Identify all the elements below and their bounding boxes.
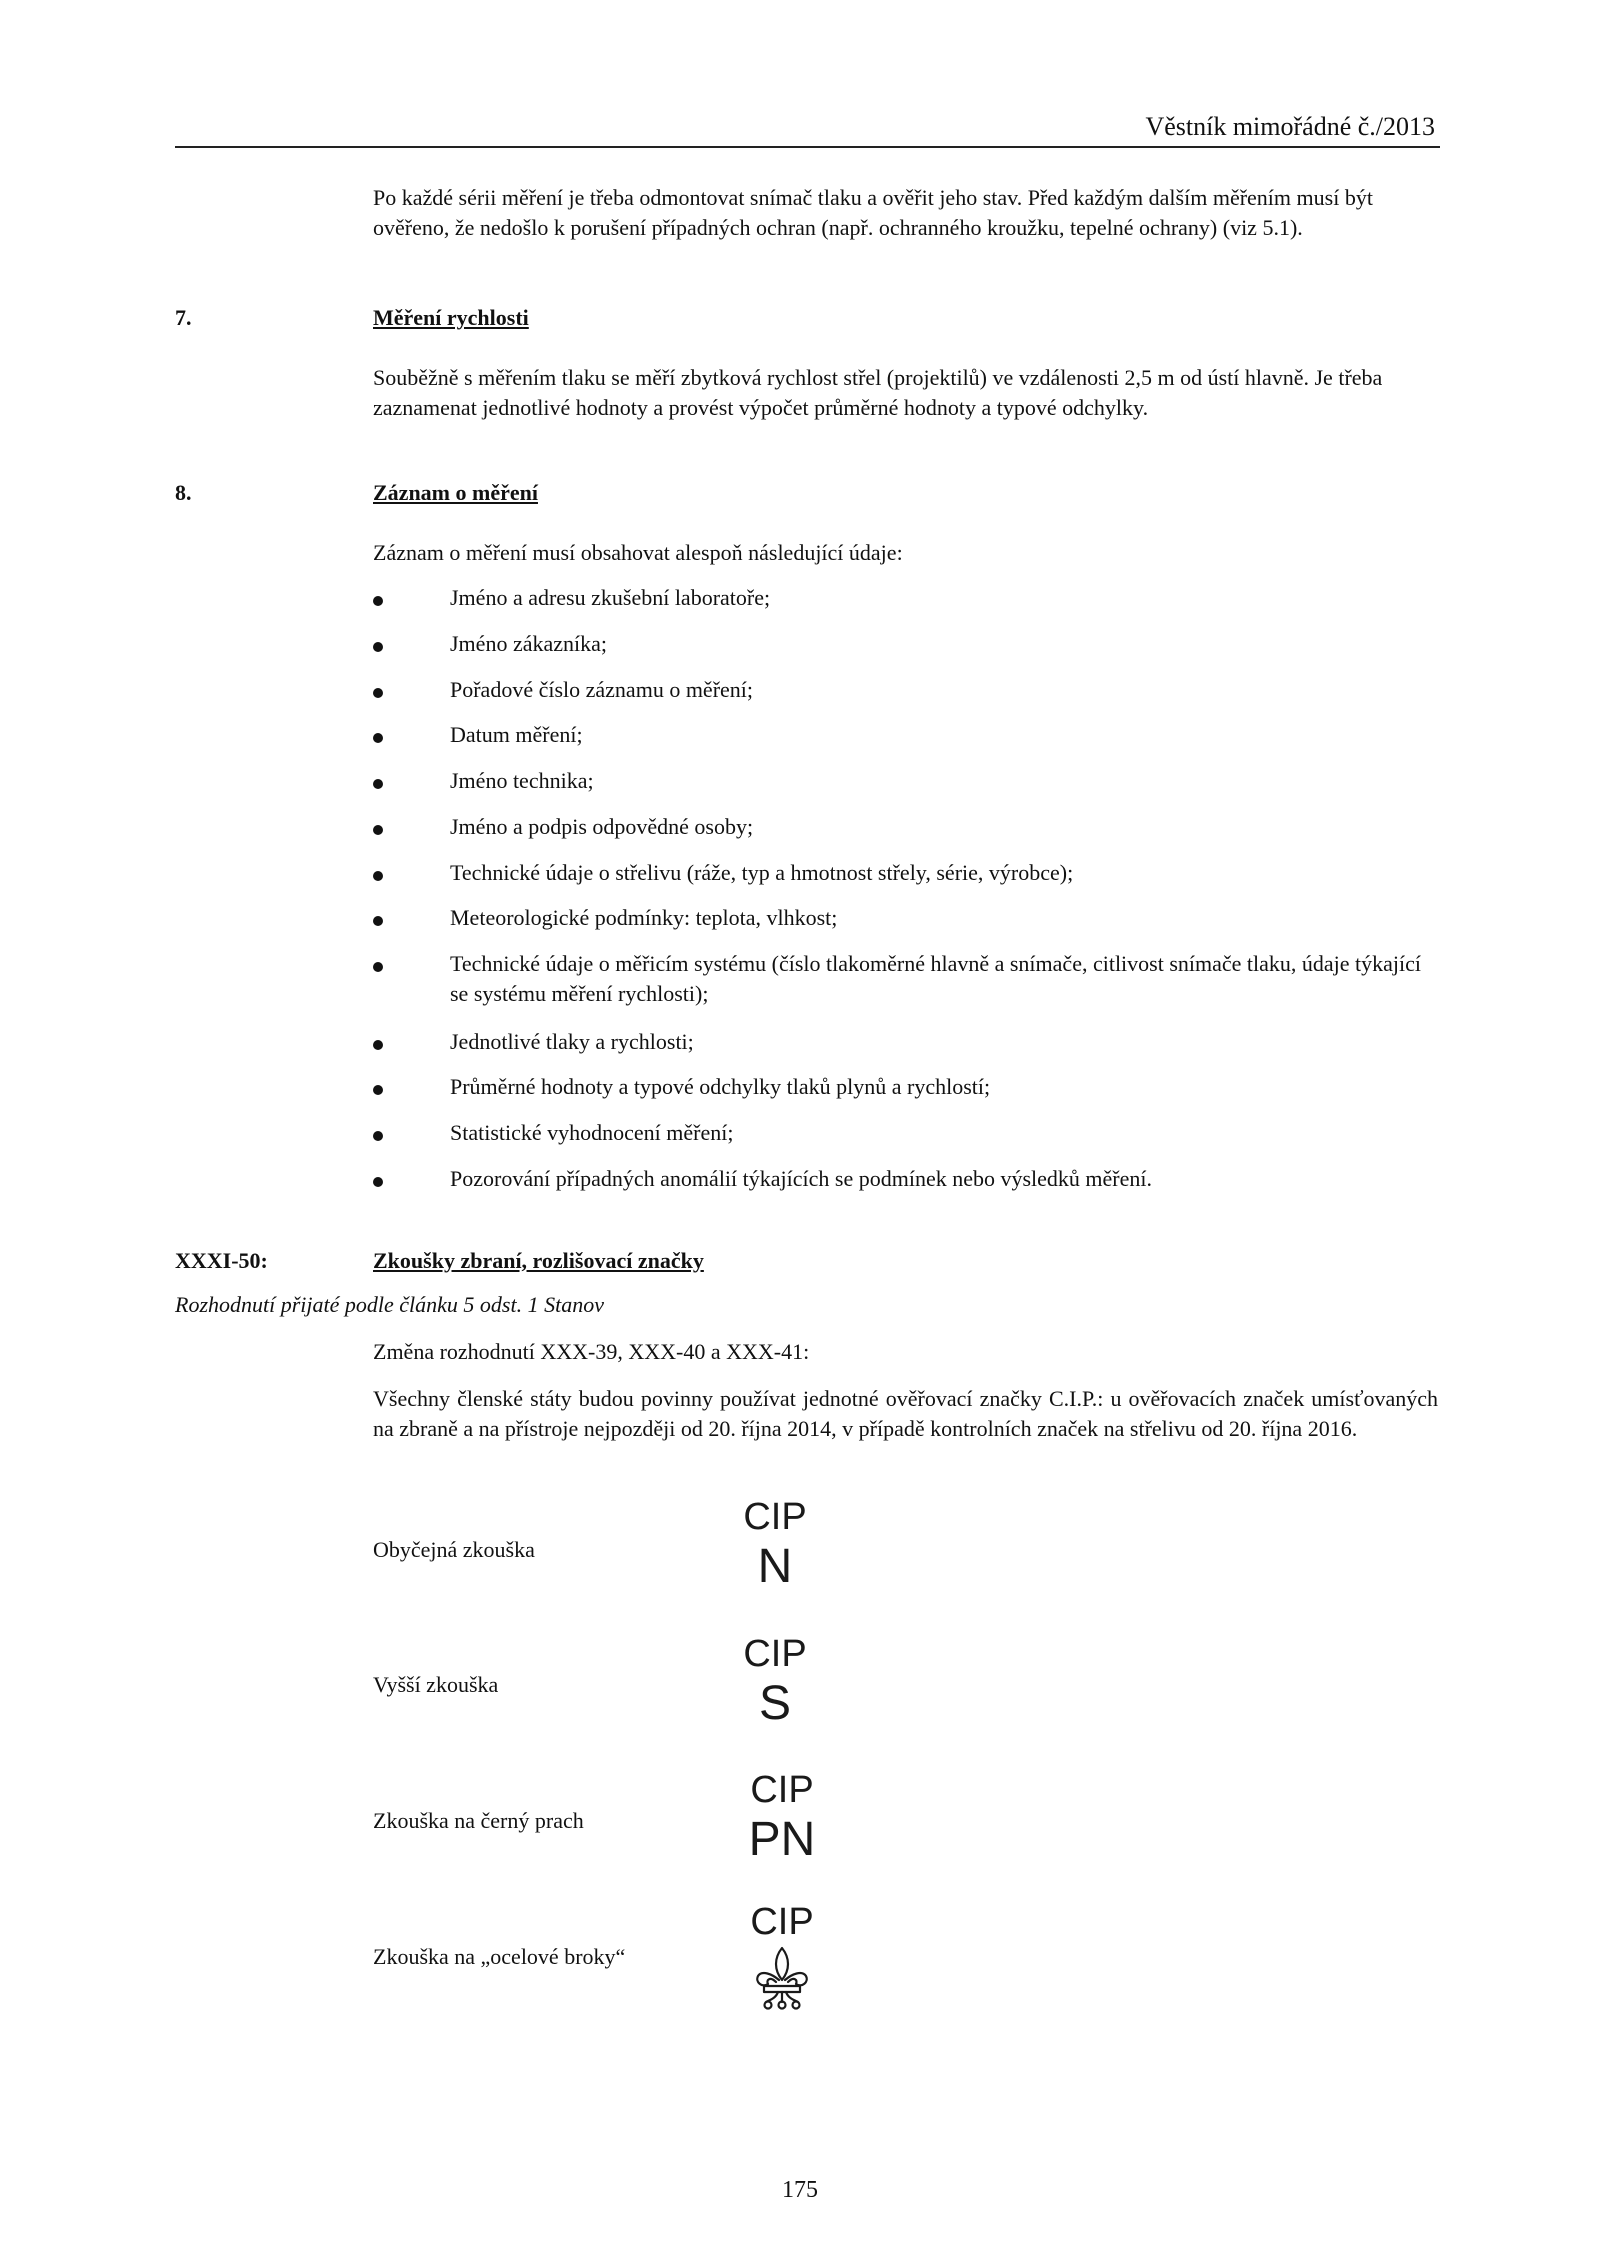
bullet-icon — [373, 596, 383, 606]
mark-label-superior: Vyšší zkouška — [373, 1672, 499, 1697]
list-item: Jméno a podpis odpovědné osoby; — [450, 814, 754, 839]
list-item: Datum měření; — [450, 722, 583, 747]
list-item: Jméno technika; — [450, 768, 594, 793]
list-item: Technické údaje o měřicím systému (číslo tlakoměrné hlavně a snímače, citlivost snímače tlaku, údaje týkající se systému měření rychlosti); — [450, 951, 1422, 1006]
journal-title: Věstník mimořádné č./2013 — [1145, 112, 1435, 141]
list-item: Jméno zákazníka; — [450, 631, 607, 656]
section-xxxi50-number: XXXI-50: — [175, 1248, 268, 1273]
cip-mark-pn — [722, 1768, 842, 1868]
list-item: Pořadové číslo záznamu o měření; — [450, 677, 754, 702]
bullet-icon — [373, 871, 383, 881]
section-7-title: Měření rychlosti — [373, 305, 529, 330]
mark-label-ordinary: Obyčejná zkouška — [373, 1537, 535, 1562]
list-item: Jméno a adresu zkušební laboratoře; — [450, 585, 771, 610]
section-7-paragraph: Souběžně s měřením tlaku se měří zbytková rychlost střel (projektilů) ve vzdálenosti 2,5 m od ústí hlavně. Je třeba zaznamenat jednotlivé hodnoty a provést výpočet průměrné hodnoty a typové odchylky. — [373, 365, 1383, 420]
cip-mark-code: S — [758, 1677, 791, 1730]
bullet-icon — [373, 962, 383, 972]
cip-mark-code: PN — [748, 1813, 816, 1866]
section-8-title: Záznam o měření — [373, 480, 538, 505]
list-item: Jednotlivé tlaky a rychlosti; — [450, 1029, 694, 1054]
section-8-number: 8. — [175, 480, 192, 505]
intro-paragraph: Po každé sérii měření je třeba odmontovat snímač tlaku a ověřit jeho stav. Před každým dalším měřením musí být ověřeno, že nedošlo k porušení případných ochran (např. ochranného kroužku, tepelné ochrany) (viz 5.1). — [373, 185, 1373, 240]
cip-mark-n — [715, 1495, 835, 1595]
cip-mark-prefix: CIP — [743, 1633, 807, 1675]
change-note: Změna rozhodnutí XXX-39, XXX-40 a XXX-41: — [373, 1339, 810, 1364]
list-item: Statistické vyhodnocení měření; — [450, 1120, 734, 1145]
bullet-icon — [373, 916, 383, 926]
bullet-icon — [373, 1177, 383, 1187]
section-xxxi50-title: Zkoušky zbraní, rozlišovací značky — [373, 1248, 704, 1273]
section-8-lead: Záznam o měření musí obsahovat alespoň následující údaje: — [373, 540, 903, 565]
cip-mark-code: N — [757, 1540, 793, 1593]
bullet-icon — [373, 1085, 383, 1095]
bullet-icon — [373, 825, 383, 835]
xxxi50-paragraph: Všechny členské státy budou povinny používat jednotné ověřovací značky C.I.P.: u ověřovacích značek umísťovaných na zbraně a na přístroje nejpozději od 20. října 2014, v případě kontrolních značek na střelivu od 20. října 2016. — [373, 1386, 1438, 1441]
list-item: Pozorování případných anomálií týkajících se podmínek nebo výsledků měření. — [450, 1166, 1152, 1191]
cip-mark-steel-shot — [722, 1900, 842, 2010]
decision-note: Rozhodnutí přijaté podle článku 5 odst. 1 Stanov — [175, 1292, 604, 1317]
section-7-number: 7. — [175, 305, 192, 330]
list-item: Technické údaje o střelivu (ráže, typ a hmotnost střely, série, výrobce); — [450, 860, 1074, 885]
cip-mark-s — [715, 1632, 835, 1732]
mark-label-black-powder: Zkouška na černý prach — [373, 1808, 584, 1833]
page-number: 175 — [782, 2177, 818, 2203]
mark-label-steel-shot: Zkouška na „ocelové broky“ — [373, 1944, 626, 1969]
list-item: Meteorologické podmínky: teplota, vlhkost; — [450, 905, 838, 930]
cip-mark-prefix: CIP — [750, 1901, 814, 1943]
bullet-icon — [373, 1040, 383, 1050]
header-divider — [175, 146, 1440, 148]
cip-mark-prefix: CIP — [743, 1496, 807, 1538]
cip-mark-prefix: CIP — [750, 1769, 814, 1811]
fleur-de-lis-icon — [752, 1944, 812, 2010]
bullet-icon — [373, 779, 383, 789]
bullet-icon — [373, 733, 383, 743]
list-item: Průměrné hodnoty a typové odchylky tlaků plynů a rychlostí; — [450, 1074, 991, 1099]
bullet-icon — [373, 688, 383, 698]
bullet-icon — [373, 642, 383, 652]
bullet-icon — [373, 1131, 383, 1141]
